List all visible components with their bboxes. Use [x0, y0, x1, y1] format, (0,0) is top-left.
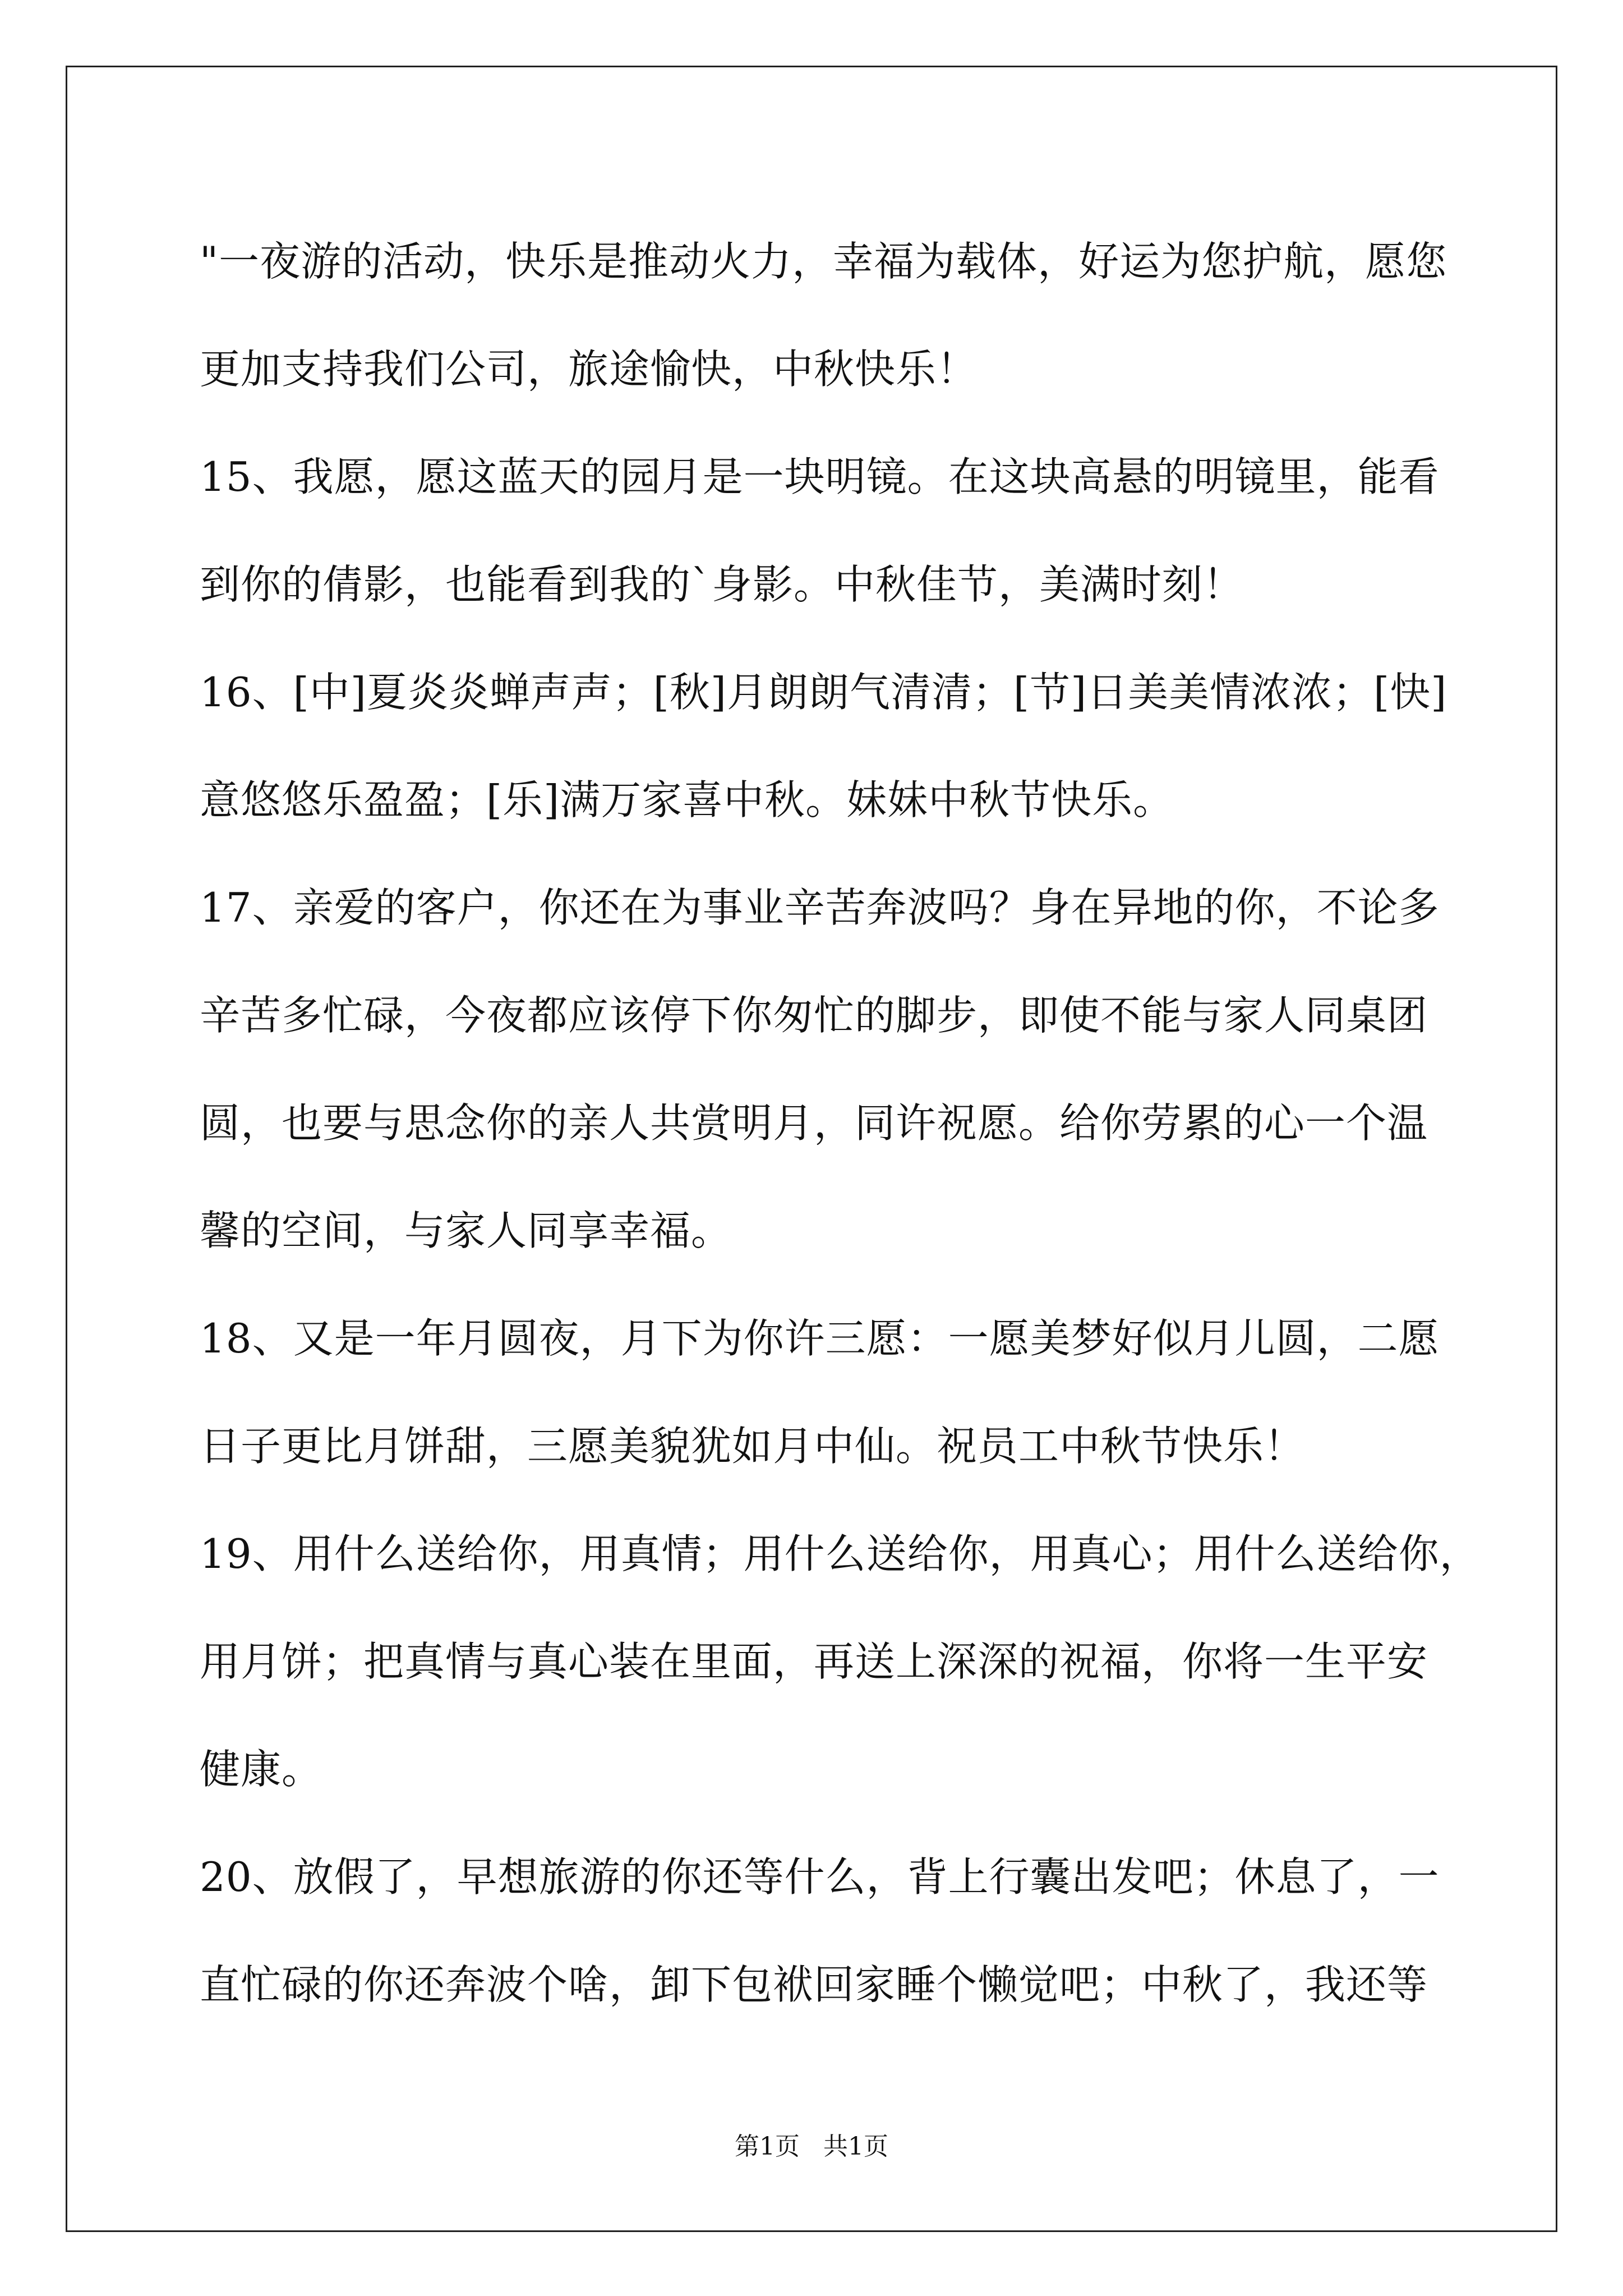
- text-line: 意悠悠乐盈盈；[乐]满万家喜中秋。妹妹中秋节快乐。: [200, 776, 1174, 823]
- text-line: 18、又是一年月圆夜，月下为你许三愿：一愿美梦好似月儿圆，二愿: [200, 1315, 1440, 1362]
- text-line: 健康。: [200, 1746, 323, 1793]
- text-line: 用月饼；把真情与真心装在里面，再送上深深的祝福，你将一生平安: [200, 1638, 1428, 1685]
- text-line: 16、[中]夏炎炎蝉声声；[秋]月朗朗气清清；[节]日美美情浓浓；[快]: [200, 669, 1447, 716]
- text-line: 日子更比月饼甜，三愿美貌犹如月中仙。祝员工中秋节快乐！: [200, 1423, 1306, 1470]
- text-line: 辛苦多忙碌，今夜都应该停下你匆忙的脚步，即使不能与家人同桌团: [200, 992, 1428, 1039]
- text-line: 20、放假了，早想旅游的你还等什么，背上行囊出发吧；休息了，一: [200, 1853, 1440, 1901]
- page-footer: [0, 2126, 1623, 2162]
- text-line: 圆，也要与思念你的亲人共赏明月，同许祝愿。给你劳累的心一个温: [200, 1099, 1428, 1147]
- text-line: 19、用什么送给你，用真情；用什么送给你，用真心；用什么送给你，: [200, 1530, 1481, 1577]
- text-line: "一夜游的活动，快乐是推动火力，幸福为载体，好运为您护航，愿您: [200, 238, 1447, 285]
- text-line: 更加支持我们公司，旅途愉快，中秋快乐！: [200, 346, 978, 393]
- page-number-total: 共1页: [823, 2132, 888, 2161]
- text-line: 馨的空间，与家人同享幸福。: [200, 1207, 732, 1254]
- document-body: [200, 208, 1481, 2039]
- text-line: 17、亲爱的客户，你还在为事业辛苦奔波吗？身在异地的你，不论多: [200, 884, 1440, 931]
- text-line: 15、我愿，愿这蓝天的园月是一块明镜。在这块高悬的明镜里，能看: [200, 453, 1440, 500]
- text-line: 直忙碌的你还奔波个啥，卸下包袱回家睡个懒觉吧；中秋了，我还等: [200, 1961, 1428, 2008]
- text-line: 到你的倩影，也能看到我的`身影。中秋佳节，美满时刻！: [200, 561, 1244, 608]
- page-number-current: 第1页: [735, 2132, 800, 2161]
